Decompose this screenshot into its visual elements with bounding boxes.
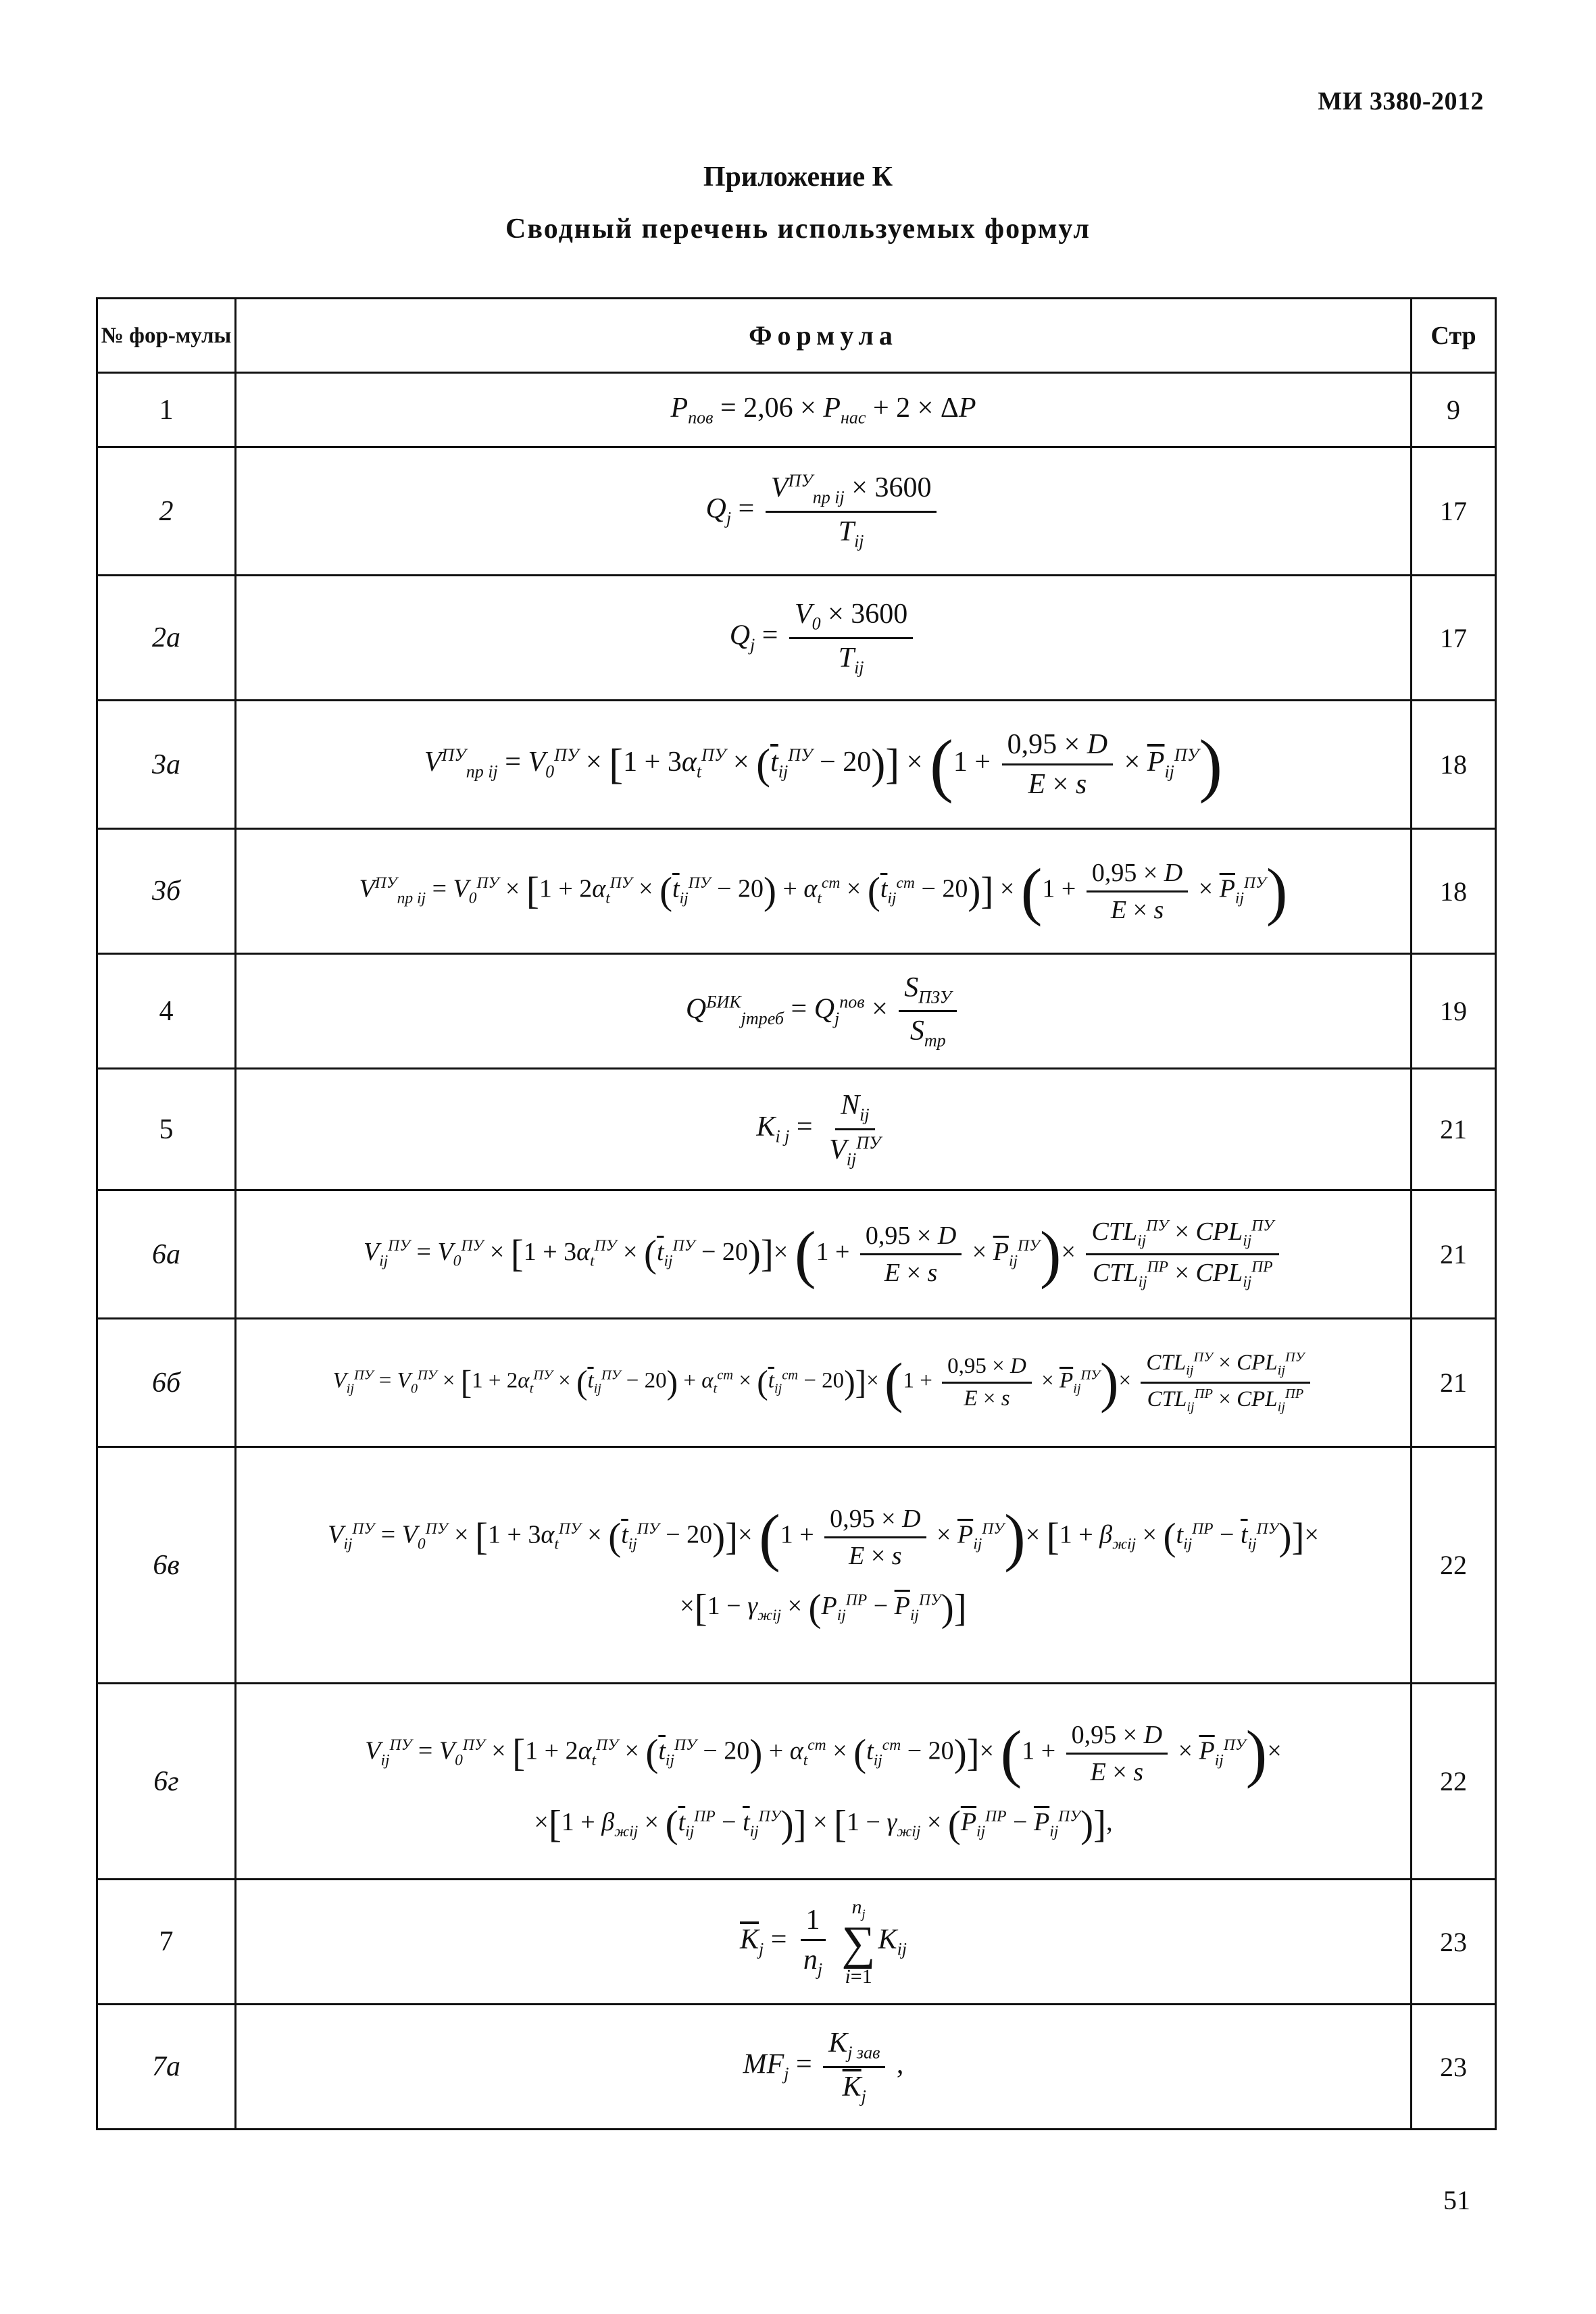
page-number: 51 <box>1443 2185 1470 2215</box>
table-row <box>97 2005 1496 2130</box>
table-row <box>97 1447 1496 1684</box>
page-ref: 21 <box>1412 1319 1496 1447</box>
formula-number: 3б <box>97 829 236 954</box>
formula-cell: $Q_j$ = $\frac{V^{ПУ}_{пр ij} \times 3600}{T_{ij}}$ <box>236 447 1412 576</box>
formula-number: 6г <box>97 1684 236 1880</box>
page-ref: 21 <box>1412 1190 1496 1319</box>
formula-cell: $MF_j$ = $\frac{K_{j зав}}{\overline{K}_j}$ , <box>236 2005 1412 2130</box>
page-ref: 23 <box>1412 1880 1496 2005</box>
table-row <box>97 447 1496 576</box>
page-ref: 17 <box>1412 576 1496 701</box>
formula-number: 5 <box>97 1069 236 1190</box>
document-code: МИ 3380-2012 <box>1318 87 1484 116</box>
formula-number: 7а <box>97 2005 236 2130</box>
formula-number: 6а <box>97 1190 236 1319</box>
table-row <box>97 1319 1496 1447</box>
table-row <box>97 701 1496 829</box>
appendix-title: Приложение К <box>703 161 893 193</box>
page-ref: 19 <box>1412 954 1496 1069</box>
table-row <box>97 1684 1496 1880</box>
page-ref: 18 <box>1412 701 1496 829</box>
formula-cell: $V_{ij}^{ПУ} = V_0^{ПУ} \times [1 + 2\alpha_t^{ПУ} \times (\overline{t}_{ij}^{ПУ} - 20) + \alpha_t^{ст} \times (t_{ij}^{ст} - 20)]\times (1$ + $\frac{0,95 \times D}{E \times s}$ × $\overline{P}_{ij}^{ПУ})\times$ $\times[1 + \beta_{жij} \times (\overline{t}_{ij}^{ПР} - \overline{t}_{ij}^{ПУ})] \times [1 - \gamma_{жij} \times (\overline{P}_{ij}^{ПР} - \overline{P}_{ij}^{ПУ})]$, <box>236 1684 1412 1880</box>
header-formula: Формула <box>236 299 1412 373</box>
table-row <box>97 1190 1496 1319</box>
table-row <box>97 829 1496 954</box>
table-row <box>97 954 1496 1069</box>
formula-table <box>96 297 1497 2130</box>
formula-number: 6в <box>97 1447 236 1684</box>
page-ref: 22 <box>1412 1684 1496 1880</box>
header-page: Стр <box>1412 299 1496 373</box>
formula-cell: $Q^{БИК}_{jтреб} = Q_j^{пов}$ × $\frac{S_{ПЗУ}}{S_{тр}}$ <box>236 954 1412 1069</box>
page-ref: 21 <box>1412 1069 1496 1190</box>
formula-number: 7 <box>97 1880 236 2005</box>
formula-cell: $V^{ПУ}_{пр ij} = V_0^{ПУ} \times [1 + 3\alpha_t^{ПУ} \times (\overline{t}_{ij}^{ПУ} - 20)] \times (1$ + $\frac{0,95 \times D}{E \times s}$ × $\overline{P}_{ij}^{ПУ}$) <box>236 701 1412 829</box>
table-row <box>97 576 1496 701</box>
page-ref: 17 <box>1412 447 1496 576</box>
page-ref: 23 <box>1412 2005 1496 2130</box>
table-row <box>97 1069 1496 1190</box>
formula-number: 4 <box>97 954 236 1069</box>
formula-number: 3а <box>97 701 236 829</box>
formula-cell: $V_{ij}^{ПУ} = V_0^{ПУ} \times [1 + 3\alpha_t^{ПУ} \times (\overline{t}_{ij}^{ПУ} - 20)]\times (1$ + $\frac{0,95 \times D}{E \times s}$ × $\overline{P}_{ij}^{ПУ})\times$ $\frac{CTL_{ij}^{ПУ} \times CPL_{ij}^{ПУ}}{CTL_{ij}^{ПР} \times CPL_{ij}^{ПР}}$ <box>236 1190 1412 1319</box>
formula-number: 6б <box>97 1319 236 1447</box>
formula-cell: $V_{ij}^{ПУ} = V_0^{ПУ} \times [1 + 3\alpha_t^{ПУ} \times (\overline{t}_{ij}^{ПУ} - 20)]\times (1$ + $\frac{0,95 \times D}{E \times s}$ × $\overline{P}_{ij}^{ПУ})\times [1 + \beta_{жij} \times (t_{ij}^{ПР} - \overline{t}_{ij}^{ПУ})]\times$ $\times[1 - \gamma_{жij} \times (P_{ij}^{ПР} - \overline{P}_{ij}^{ПУ})]$ <box>236 1447 1412 1684</box>
formula-cell: $K_{i j}$ = $\frac{N_{ij}}{V_{ij}^{ПУ}}$ <box>236 1069 1412 1190</box>
formula-cell: $\overline{K}_j$ = $\frac{1}{n_j}$ $n_j$ ∑ i=1 $K_{ij}$ <box>236 1880 1412 2005</box>
table-row <box>97 1880 1496 2005</box>
formula-cell: $P_{пов} = 2,06 \times P_{нас} + 2 \times \Delta P$ <box>236 373 1412 447</box>
formula-number: 2 <box>97 447 236 576</box>
table-header-row <box>97 299 1496 373</box>
formula-cell: $Q_j$ = $\frac{V_0 \times 3600}{T_{ij}}$ <box>236 576 1412 701</box>
page-ref: 9 <box>1412 373 1496 447</box>
page-ref: 18 <box>1412 829 1496 954</box>
formula-number: 2а <box>97 576 236 701</box>
list-title: Сводный перечень используемых формул <box>505 213 1091 245</box>
formula-cell: $V_{ij}^{ПУ} = V_0^{ПУ} \times [1 + 2\alpha_t^{ПУ} \times (\overline{t}_{ij}^{ПУ} - 20) + \alpha_t^{ст} \times (\overline{t}_{ij}^{ст} - 20)]\times (1$ + $\frac{0,95 \times D}{E \times s}$ × $\overline{P}_{ij}^{ПУ})\times$ $\frac{CTL_{ij}^{ПУ} \times CPL_{ij}^{ПУ}}{CTL_{ij}^{ПР} \times CPL_{ij}^{ПР}}$ <box>236 1319 1412 1447</box>
page-ref: 22 <box>1412 1447 1496 1684</box>
formula-cell: $V^{ПУ}_{пр ij} = V_0^{ПУ} \times [1 + 2\alpha_t^{ПУ} \times (\overline{t}_{ij}^{ПУ} - 20) + \alpha_t^{ст} \times (\overline{t}_{ij}^{ст} - 20)] \times (1$ + $\frac{0,95 \times D}{E \times s}$ × $\overline{P}_{ij}^{ПУ}$) <box>236 829 1412 954</box>
header-formula-number: № фор-мулы <box>97 299 236 373</box>
table-row <box>97 373 1496 447</box>
formula-number: 1 <box>97 373 236 447</box>
